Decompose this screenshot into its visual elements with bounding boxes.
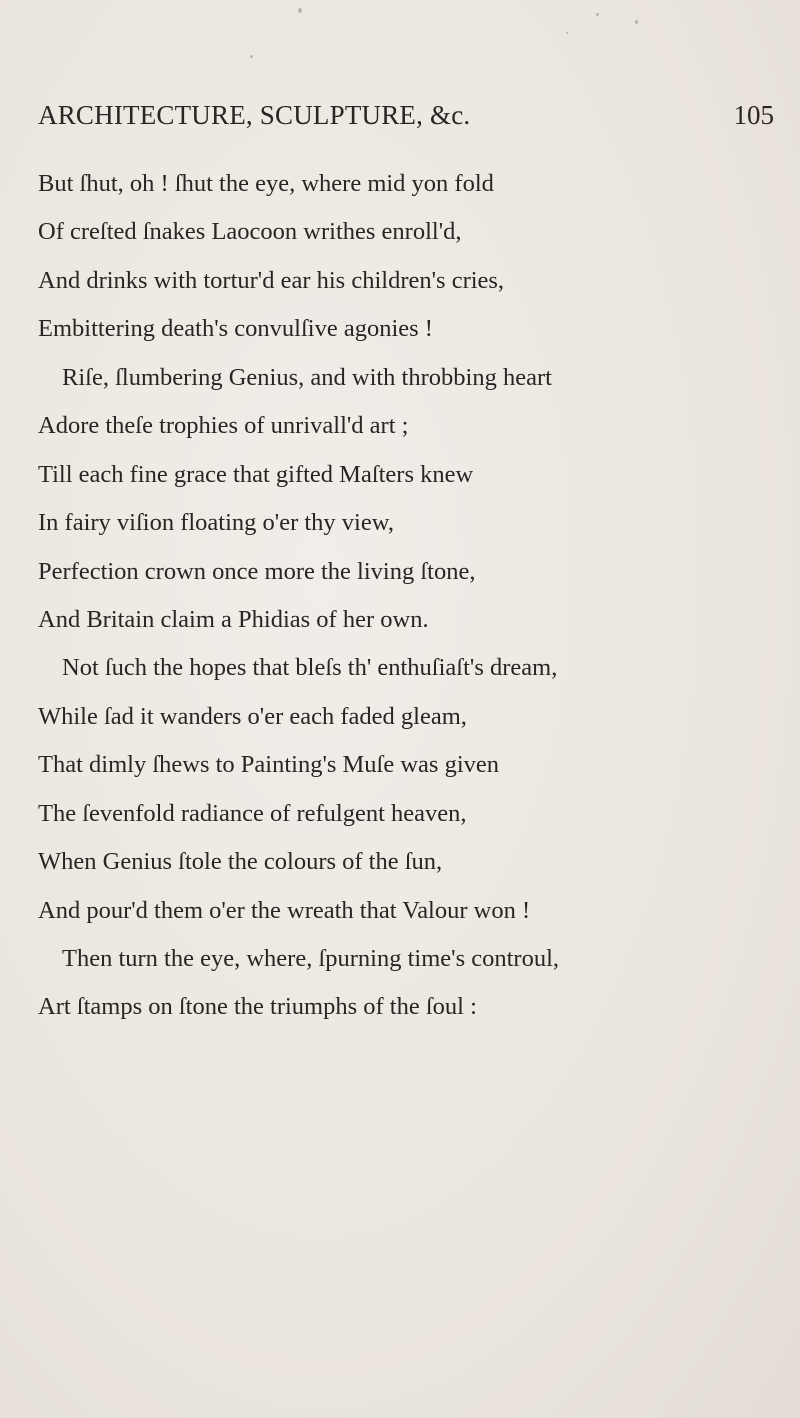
- ink-speck: [298, 8, 302, 13]
- poem-line: Till each fine grace that gifted Maſters knew: [38, 460, 474, 488]
- poem-line: And pour'd them o'er the wreath that Valour won !: [38, 896, 531, 924]
- poem-line: Art ſtamps on ſtone the triumphs of the ſoul :: [38, 993, 477, 1021]
- poem-line: That dimly ſhews to Painting's Muſe was given: [38, 751, 500, 779]
- running-title: ARCHITECTURE, SCULPTURE, &c.: [38, 100, 471, 130]
- running-head: [38, 100, 774, 140]
- poem-line: Adore theſe trophies of unrivall'd art ;: [38, 412, 409, 440]
- poem-line: Perfection crown once more the living ſtone,: [38, 557, 476, 585]
- poem-line: Of creſted ſnakes Laocoon writhes enroll'd,: [38, 218, 462, 246]
- poem-line: Then turn the eye, where, ſpurning time's controul,: [62, 945, 559, 972]
- poem-line: And Britain claim a Phidias of her own.: [38, 605, 429, 633]
- ink-speck: [566, 32, 568, 34]
- poem-line: But ſhut, oh ! ſhut the eye, where mid yon fold: [38, 170, 494, 197]
- poem-line: When Genius ſtole the colours of the ſun,: [38, 848, 443, 876]
- poem-line: While ſad it wanders o'er each faded gleam,: [38, 702, 467, 730]
- poem-line: In fairy viſion floating o'er thy view,: [38, 509, 394, 537]
- ink-speck: [250, 55, 253, 58]
- poem-line: Embittering death's convulſive agonies !: [38, 315, 433, 343]
- poem-line: Riſe, ſlumbering Genius, and with throbbing heart: [62, 363, 552, 391]
- poem-line: Not ſuch the hopes that bleſs th' enthuſiaſt's dream,: [62, 654, 558, 682]
- poem-line: And drinks with tortur'd ear his children's cries,: [38, 266, 505, 294]
- page-number: 105: [733, 100, 774, 130]
- poem-line: The ſevenfold radiance of refulgent heaven,: [38, 799, 467, 827]
- ink-speck: [635, 20, 638, 24]
- ink-speck: [596, 13, 599, 16]
- poem-text: [38, 160, 778, 1032]
